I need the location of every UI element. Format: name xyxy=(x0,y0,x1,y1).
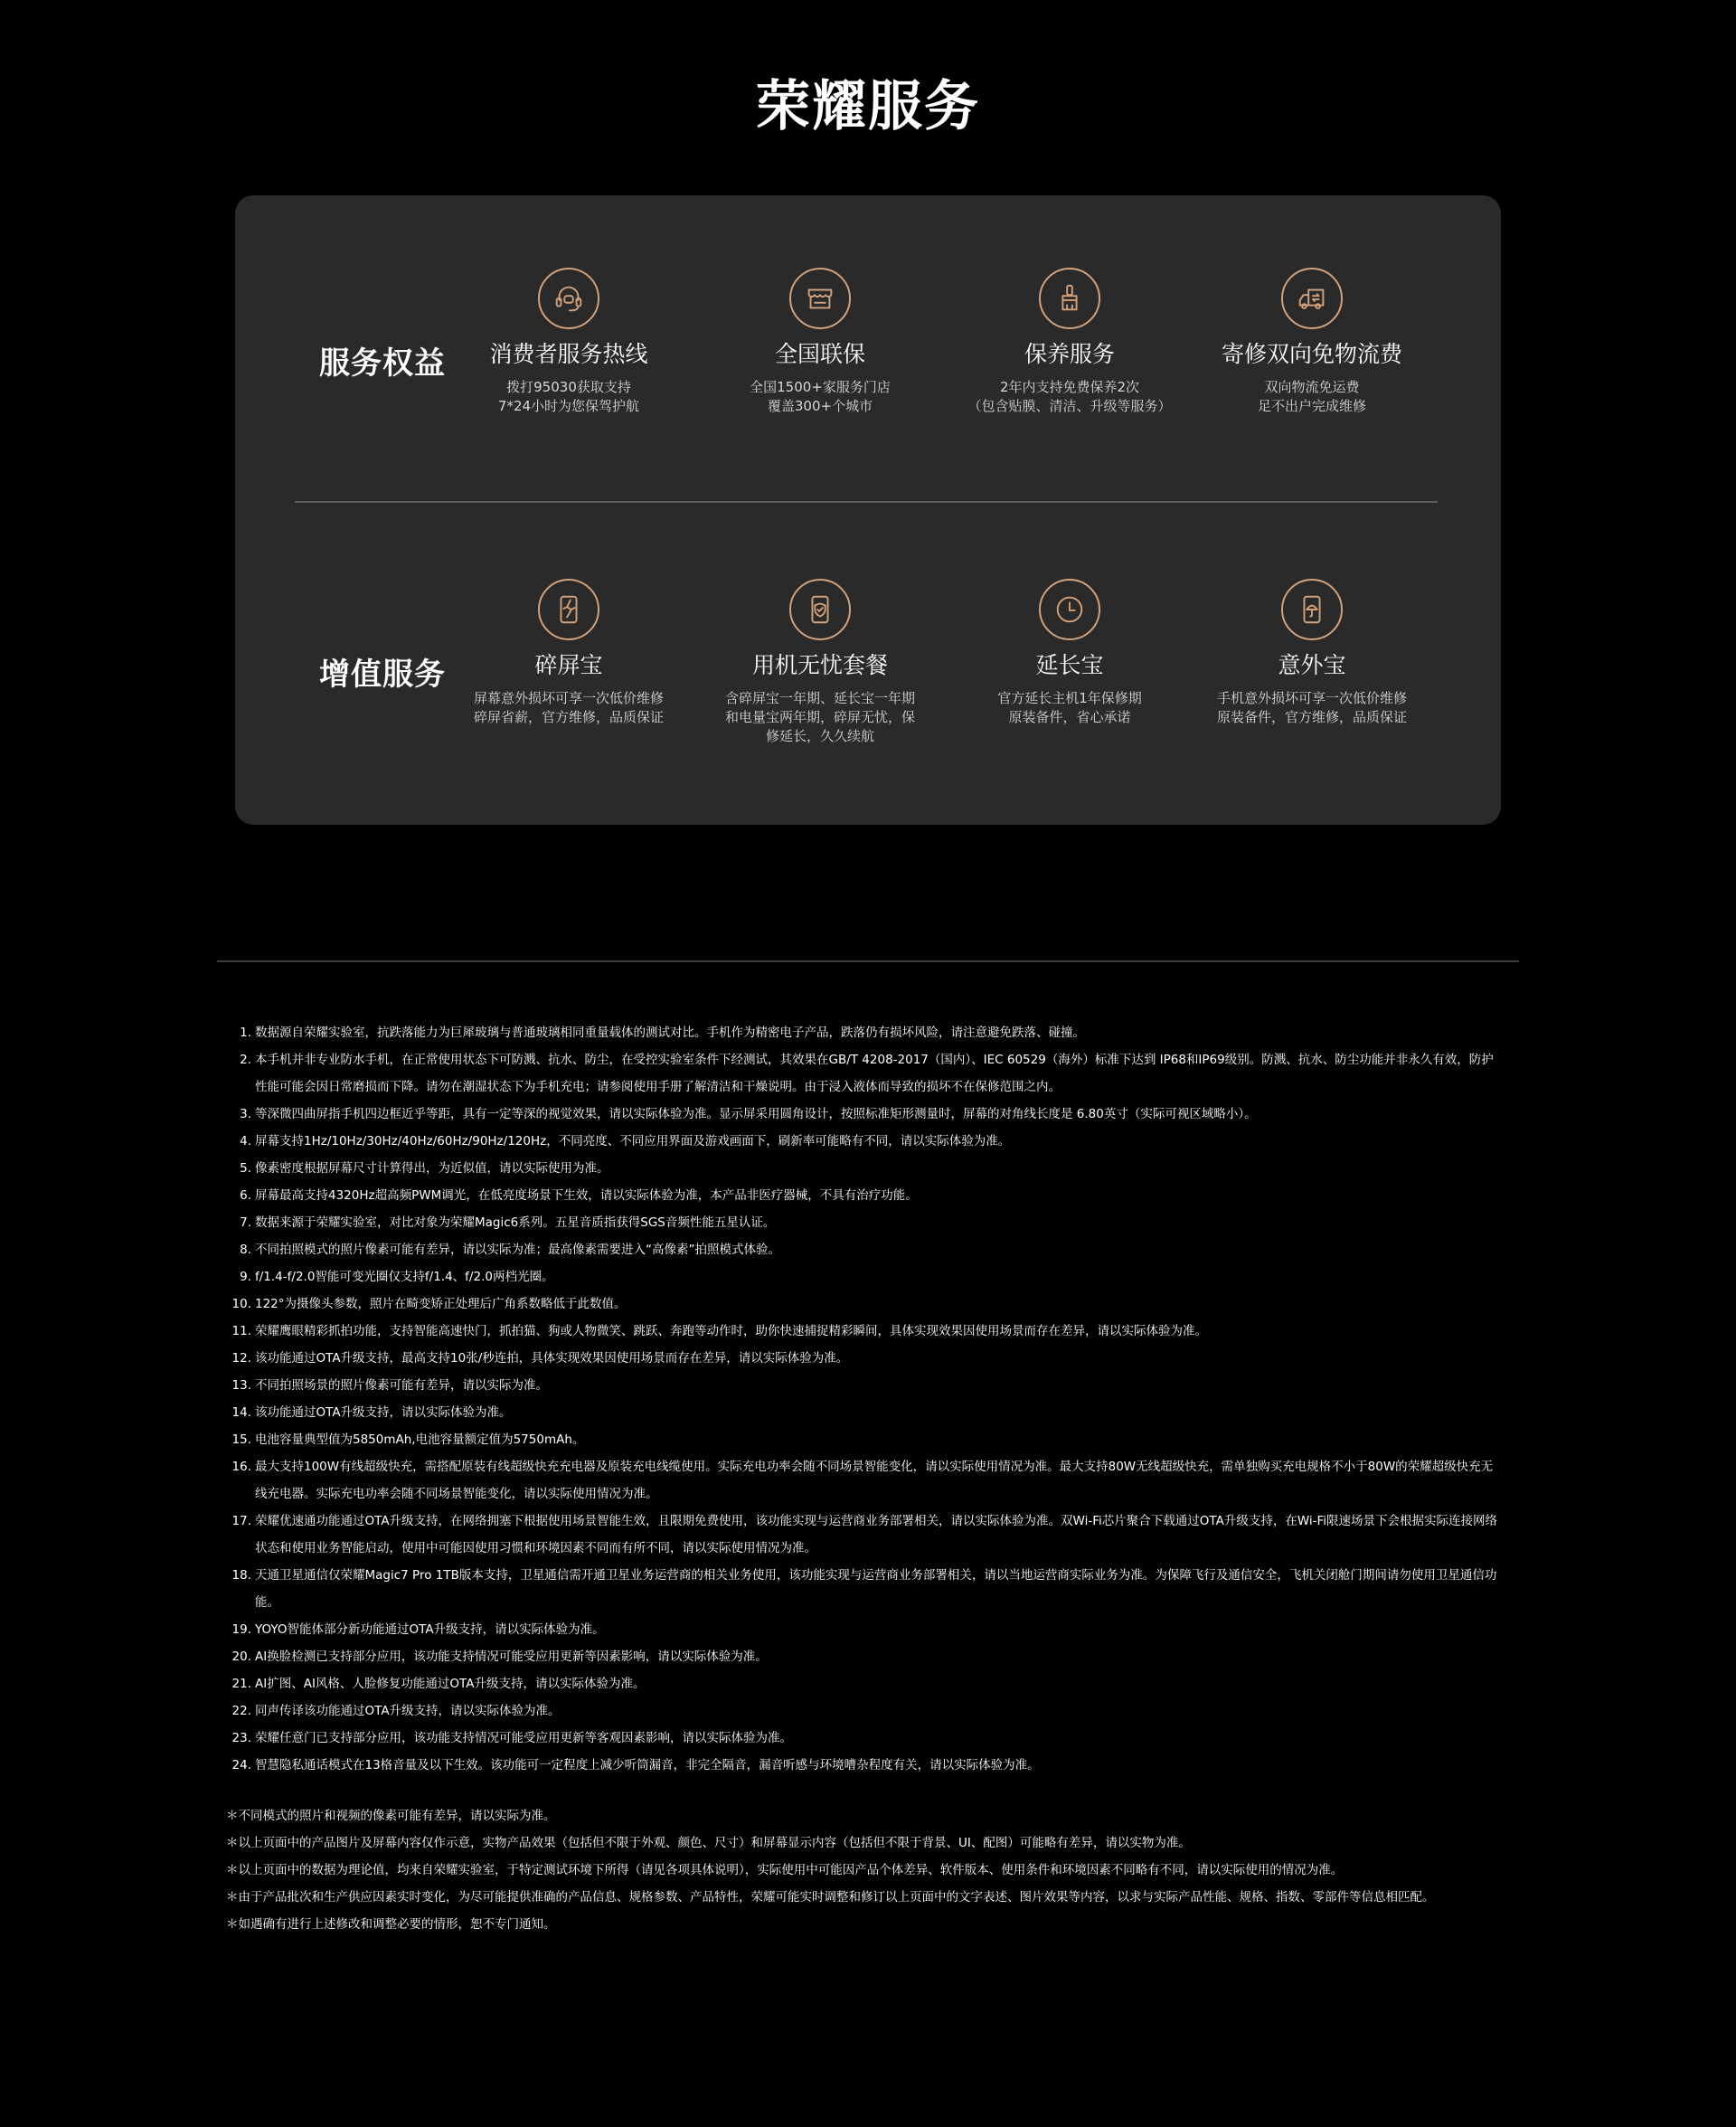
item-desc: 双向物流免运费 足不出户完成维修 xyxy=(1257,379,1366,414)
brush-icon xyxy=(1039,268,1100,329)
item-title: 全国联保 xyxy=(774,341,865,367)
footnote-item: ＊以上页面中的产品图片及屏幕内容仅作示意，实物产品效果（包括但不限于外观、颜色、尺寸）和屏幕显示内容（包括但不限于背景、UI、配图）可能略有差异，请以实物为准。 xyxy=(226,1836,1191,1850)
note-text: 荣耀任意门已支持部分应用，该功能支持情况可能受应用更新等客观因素影响，请以实际体验为准。 xyxy=(255,1731,792,1745)
note-number: 6. xyxy=(240,1188,251,1203)
note-text: 屏幕支持1Hz/10Hz/30Hz/40Hz/60Hz/90Hz/120Hz，不同亮度、不同应用界面及游戏画面下，刷新率可能略有不同，请以实际体验为准。 xyxy=(255,1134,1011,1149)
note-item xyxy=(217,1236,1519,1263)
note-text: 等深微四曲屏指手机四边框近乎等距，具有一定等深的视觉效果，请以实际体验为准。显示屏采用圆角设计，按照标准矩形测量时，屏幕的对角线长度是 6.80英寸（实际可视区域略小）。 xyxy=(255,1107,1257,1121)
note-number: 23. xyxy=(231,1731,251,1745)
note-item xyxy=(217,1616,1519,1643)
note-item xyxy=(217,1508,1519,1562)
note-number: 5. xyxy=(240,1161,251,1176)
section-title: 服务权益 xyxy=(319,345,446,382)
note-item xyxy=(217,1290,1519,1318)
note-text: YOYO智能体部分新功能通过OTA升级支持，请以实际体验为准。 xyxy=(255,1622,605,1637)
note-number: 11. xyxy=(231,1324,251,1338)
service-item-accident-protection[interactable] xyxy=(1190,579,1434,727)
note-number: 16. xyxy=(231,1460,251,1474)
item-desc: 手机意外损坏可享一次低价维修 原装备件，官方维修，品质保证 xyxy=(1216,690,1407,725)
note-text: 荣耀优速通功能通过OTA升级支持，在网络拥塞下根据使用场景智能生效，且限期免费使用，该功能实现与运营商业务部署相关，请以实际体验为准。双Wi-Fi芯片聚合下载通过OTA升级支持，在Wi-Fi限速场景下会根据实际连接网络状态和使用业务智能启动，使用中可能因使用习惯和环境因素不同而有所不同，请以实际使用情况为准。 xyxy=(255,1514,1498,1555)
item-desc: 全国1500+家服务门店 覆盖300+个城市 xyxy=(750,379,891,414)
footnotes xyxy=(226,1802,1510,1938)
service-item-warranty[interactable] xyxy=(698,268,942,416)
footnote-item: ＊由于产品批次和生产供应因素实时变化，为尽可能提供准确的产品信息、规格参数、产品特性，荣耀可能实时调整和修订以上页面中的文字表述、图片效果等内容，以求与实际产品性能、规格、指数、零部件等信息相匹配。 xyxy=(226,1890,1435,1905)
note-text: 数据源自荣耀实验室，抗跌落能力为巨犀玻璃与普通玻璃相同重量载体的测试对比。手机作为精密电子产品，跌落仍有损坏风险，请注意避免跌落、碰撞。 xyxy=(255,1026,1085,1040)
section-title: 增值服务 xyxy=(319,657,446,693)
item-title: 意外宝 xyxy=(1278,652,1346,678)
item-title: 用机无忧套餐 xyxy=(751,652,888,678)
note-number: 1. xyxy=(240,1026,251,1040)
note-number: 12. xyxy=(231,1351,251,1366)
note-number: 20. xyxy=(231,1650,251,1664)
note-text: 122°为摄像头参数，照片在畸变矫正处理后广角系数略低于此数值。 xyxy=(255,1297,627,1311)
broken-screen-icon xyxy=(538,579,599,640)
service-item-worry-free-package[interactable] xyxy=(698,579,942,746)
note-number: 19. xyxy=(231,1622,251,1637)
note-item xyxy=(217,1725,1519,1752)
service-item-extended-warranty[interactable] xyxy=(948,579,1192,727)
note-number: 17. xyxy=(231,1514,251,1528)
note-item xyxy=(217,1697,1519,1725)
note-number: 24. xyxy=(231,1758,251,1772)
note-text: 屏幕最高支持4320Hz超高频PWM调光，在低亮度场景下生效，请以实际体验为准，本产品非医疗器械，不具有治疗功能。 xyxy=(255,1188,918,1203)
note-item xyxy=(217,1318,1519,1345)
note-number: 3. xyxy=(240,1107,251,1121)
note-number: 15. xyxy=(231,1432,251,1447)
note-text: 荣耀鹰眼精彩抓拍功能，支持智能高速快门，抓拍猫、狗或人物微笑、跳跃、奔跑等动作时，助你快速捕捉精彩瞬间，具体实现效果因使用场景而存在差异，请以实际体验为准。 xyxy=(255,1324,1207,1338)
note-number: 7. xyxy=(240,1215,251,1230)
item-desc: 2年内支持免费保养2次 （包含贴膜、清洁、升级等服务） xyxy=(967,379,1172,414)
page-title: 荣耀服务 xyxy=(756,75,980,138)
service-item-hotline[interactable] xyxy=(447,268,691,416)
item-desc: 含碎屏宝一年期、延长宝一年期 和电量宝两年期，碎屏无忧，保 修延长，久久续航 xyxy=(724,690,915,744)
delivery-truck-icon xyxy=(1281,268,1343,329)
item-desc: 屏幕意外损坏可享一次低价维修 碎屏省薪，官方维修，品质保证 xyxy=(473,690,664,725)
note-number: 21. xyxy=(231,1677,251,1691)
note-number: 2. xyxy=(240,1053,251,1067)
item-title: 保养服务 xyxy=(1024,341,1115,367)
note-number: 8. xyxy=(240,1243,251,1257)
note-text: AI换脸检测已支持部分应用，该功能支持情况可能受应用更新等因素影响，请以实际体验为准。 xyxy=(255,1650,768,1664)
item-title: 消费者服务热线 xyxy=(489,341,648,367)
note-item xyxy=(217,1752,1519,1779)
phone-umbrella-icon xyxy=(1281,579,1343,640)
note-text: 该功能通过OTA升级支持，最高支持10张/秒连拍，具体实现效果因使用场景而存在差异，请以实际体验为准。 xyxy=(255,1351,849,1366)
service-item-screen-protection[interactable] xyxy=(447,579,691,727)
note-text: 本手机并非专业防水手机，在正常使用状态下可防溅、抗水、防尘，在受控实验室条件下经测试，其效果在GB/T 4208-2017（国内）、IEC 60529（海外）标准下达到 IP68和IP69级别。防溅、抗水、防尘功能并非永久有效，防护性能可能会因日常磨损而下降。请勿在潮湿状态下为手机充电；请参阅使用手册了解清洁和干燥说明。由于浸入液体而导致的损坏不在保修范围之内。 xyxy=(255,1053,1494,1094)
note-item xyxy=(217,1046,1519,1101)
note-text: 不同拍照模式的照片像素可能有差异，请以实际为准；最高像素需要进入“高像素”拍照模式体验。 xyxy=(255,1243,780,1257)
note-item xyxy=(217,1345,1519,1372)
note-text: 电池容量典型值为5850mAh,电池容量额定值为5750mAh。 xyxy=(255,1432,585,1447)
note-item xyxy=(217,1182,1519,1209)
card-divider xyxy=(295,501,1438,503)
note-text: 该功能通过OTA升级支持，请以实际体验为准。 xyxy=(255,1405,512,1420)
headset-icon xyxy=(538,268,599,329)
clock-icon xyxy=(1039,579,1100,640)
note-item xyxy=(217,1101,1519,1128)
note-number: 13. xyxy=(231,1378,251,1393)
footnote-item: ＊不同模式的照片和视频的像素可能有差异，请以实际为准。 xyxy=(226,1809,556,1823)
note-item xyxy=(217,1562,1519,1616)
note-number: 9. xyxy=(240,1270,251,1284)
note-text: 不同拍照场景的照片像素可能有差异，请以实际为准。 xyxy=(255,1378,548,1393)
item-title: 寄修双向免物流费 xyxy=(1221,341,1402,367)
note-item xyxy=(217,1372,1519,1399)
note-item xyxy=(217,1209,1519,1236)
note-number: 18. xyxy=(231,1568,251,1583)
note-text: 数据来源于荣耀实验室，对比对象为荣耀Magic6系列。五星音质指获得SGS音频性能五星认证。 xyxy=(255,1215,776,1230)
note-item xyxy=(217,1155,1519,1182)
note-text: f/1.4-f/2.0智能可变光圈仅支持f/1.4、f/2.0两档光圈。 xyxy=(255,1270,554,1284)
item-desc: 官方延长主机1年保修期 原装备件，省心承诺 xyxy=(997,690,1142,725)
item-desc: 拨打95030获取支持 7*24小时为您保驾护航 xyxy=(497,379,640,414)
note-number: 4. xyxy=(240,1134,251,1149)
note-item xyxy=(217,1019,1519,1046)
note-item xyxy=(217,1399,1519,1426)
footnote-item: ＊如遇确有进行上述修改和调整必要的情形，恕不专门通知。 xyxy=(226,1917,556,1932)
disclaimer-notes xyxy=(217,1019,1519,1779)
note-item xyxy=(217,1453,1519,1508)
note-text: 最大支持100W有线超级快充，需搭配原装有线超级快充充电器及原装充电线缆使用。实际充电功率会随不同场景智能变化，请以实际使用情况为准。最大支持80W无线超级快充，需单独购买充电规格不小于80W的荣耀超级快充无线充电器。实际充电功率会随不同场景智能变化，请以实际使用情况为准。 xyxy=(255,1460,1494,1501)
store-icon xyxy=(789,268,851,329)
note-number: 10. xyxy=(231,1297,251,1311)
phone-shield-icon xyxy=(789,579,851,640)
note-number: 22. xyxy=(231,1704,251,1718)
note-text: AI扩图、AI风格、人脸修复功能通过OTA升级支持，请以实际体验为准。 xyxy=(255,1677,646,1691)
note-number: 14. xyxy=(231,1405,251,1420)
value-services-section xyxy=(235,579,1501,760)
note-item xyxy=(217,1128,1519,1155)
service-item-free-shipping[interactable] xyxy=(1190,268,1434,416)
note-text: 同声传译该功能通过OTA升级支持，请以实际体验为准。 xyxy=(255,1704,561,1718)
note-text: 天通卫星通信仅荣耀Magic7 Pro 1TB版本支持，卫星通信需开通卫星业务运营商的相关业务使用，该功能实现与运营商业务部署相关，请以当地运营商实际业务为准。为保障飞行及通信安全，飞机关闭舱门期间请勿使用卫星通信功能。 xyxy=(255,1568,1497,1610)
note-text: 像素密度根据屏幕尺寸计算得出，为近似值，请以实际使用为准。 xyxy=(255,1161,609,1176)
footnote-item: ＊以上页面中的数据为理论值，均来自荣耀实验室，于特定测试环境下所得（请见各项具体说明），实际使用中可能因产品个体差异、软件版本、使用条件和环境因素不同略有不同，请以实际使用的情况为准。 xyxy=(226,1863,1344,1877)
note-item xyxy=(217,1426,1519,1453)
note-item xyxy=(217,1670,1519,1697)
service-rights-section xyxy=(235,268,1501,449)
note-item xyxy=(217,1263,1519,1290)
item-title: 延长宝 xyxy=(1035,652,1104,678)
service-item-maintenance[interactable] xyxy=(948,268,1192,416)
section-divider xyxy=(217,960,1519,962)
note-item xyxy=(217,1643,1519,1670)
item-title: 碎屏宝 xyxy=(534,652,603,678)
note-text: 智慧隐私通话模式在13格音量及以下生效。该功能可一定程度上减少听筒漏音，非完全隔音，漏音听感与环境嘈杂程度有关，请以实际体验为准。 xyxy=(255,1758,1040,1772)
service-card xyxy=(235,195,1501,825)
